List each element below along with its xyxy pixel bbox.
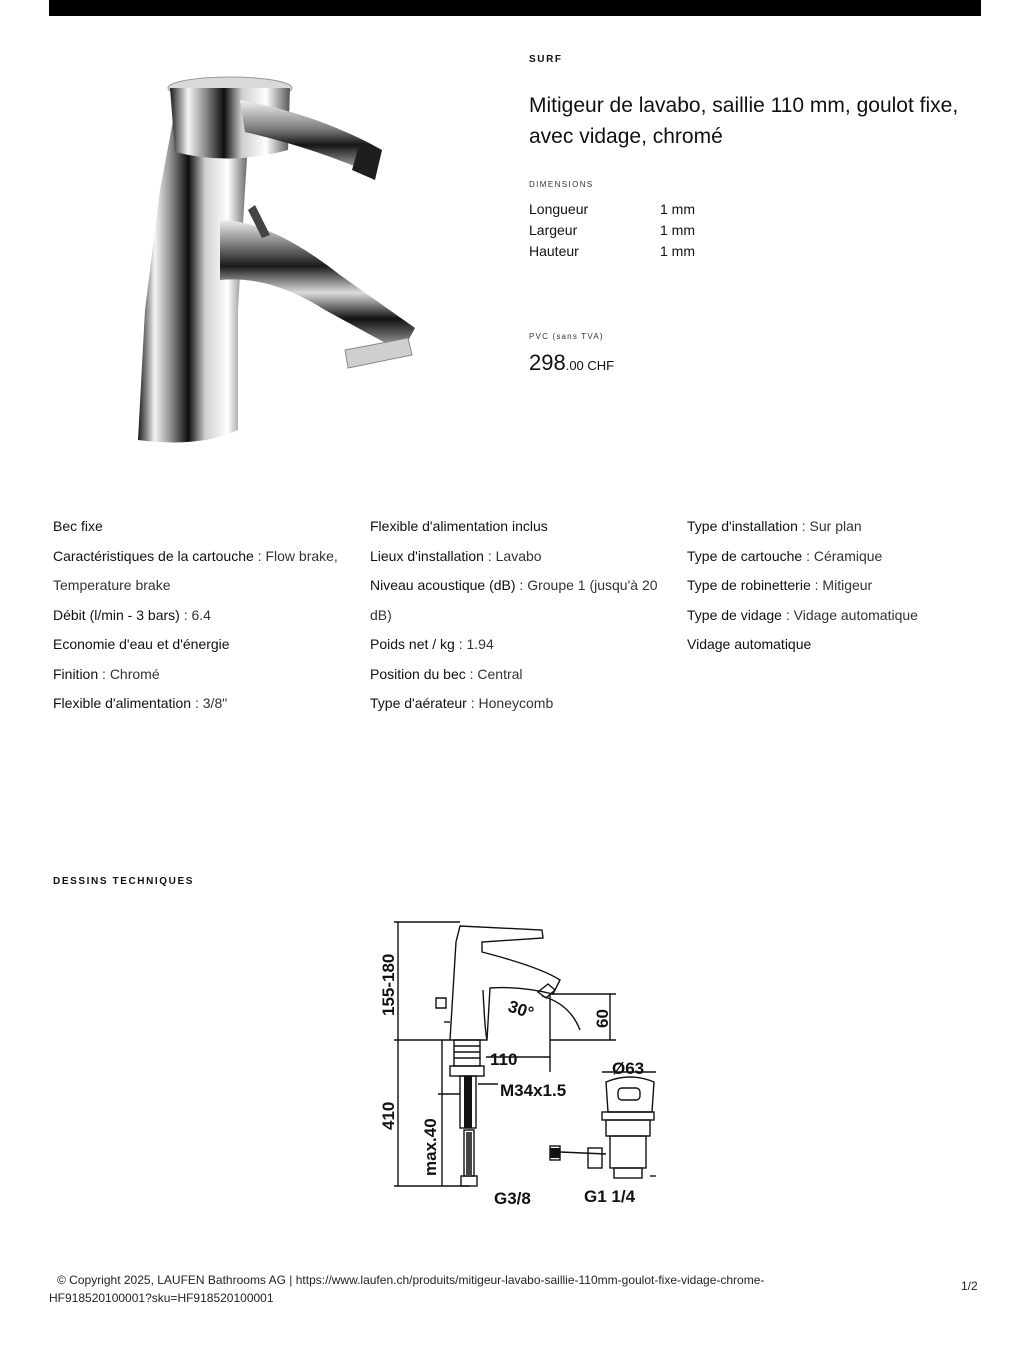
dimension-row-width <box>529 219 695 240</box>
feature-item <box>687 542 987 572</box>
top-bar <box>49 0 981 16</box>
feature-separator: : <box>179 606 192 623</box>
feature-label: Bec fixe <box>53 518 103 534</box>
feature-item <box>687 512 987 542</box>
feature-item <box>370 542 670 572</box>
feature-label: Vidage automatique <box>687 636 812 652</box>
dim-label-thread: M34x1.5 <box>500 1081 567 1100</box>
dim-label-depth: 410 <box>379 1101 398 1130</box>
footer-copyright: © Copyright 2025, LAUFEN Bathrooms AG | https://www.laufen.ch/produits/mitigeur-lavabo-saillie-110mm-goulot-fixe-vidage-chrome-HF918520100001?sku=HF918520100001 <box>49 1273 765 1305</box>
feature-value: Flow brake, Temperature brake <box>53 547 338 593</box>
feature-value: Honeycomb <box>478 695 554 711</box>
features-column-3 <box>687 512 987 660</box>
dim-label-angle: 30° <box>505 996 537 1023</box>
dimensions-heading: DIMENSIONS <box>529 180 594 189</box>
feature-value: 6.4 <box>191 606 211 623</box>
feature-separator: : <box>797 518 810 534</box>
product-image <box>120 70 430 450</box>
feature-value: Sur plan <box>809 518 862 534</box>
dimension-value: 1 mm <box>660 221 695 238</box>
feature-label: Lieux d'installation <box>370 547 484 564</box>
feature-label: Position du bec <box>370 665 466 682</box>
feature-separator: : <box>454 636 467 652</box>
dimension-value: 1 mm <box>660 200 695 217</box>
dimension-row-length <box>529 198 695 219</box>
feature-separator: : <box>802 547 814 564</box>
dimension-label: Hauteur <box>529 242 579 259</box>
feature-label: Type d'aérateur <box>370 695 467 711</box>
feature-item <box>53 512 353 542</box>
feature-separator: : <box>515 577 528 593</box>
feature-label: Type de cartouche <box>687 547 803 564</box>
feature-value: Lavabo <box>495 547 542 564</box>
dimension-row-height <box>529 240 695 261</box>
price-integer: 298 <box>529 350 566 375</box>
feature-label: Flexible d'alimentation inclus <box>370 518 548 534</box>
feature-item <box>370 571 670 630</box>
feature-value: Vidage automatique <box>793 606 918 623</box>
dim-label-waste-diameter: Ø63 <box>612 1059 645 1078</box>
feature-item <box>53 689 353 719</box>
feature-item <box>687 571 987 601</box>
feature-label: Type de robinetterie <box>687 577 811 593</box>
feature-item <box>370 512 670 542</box>
dim-label-projection: 110 <box>490 1050 518 1069</box>
feature-label: Flexible d'alimentation <box>53 695 192 711</box>
technical-drawings-heading: DESSINS TECHNIQUES <box>53 876 195 887</box>
price <box>529 350 614 376</box>
dim-label-hose-thread: G3/8 <box>494 1189 531 1208</box>
feature-separator: : <box>781 606 794 623</box>
dimension-label: Largeur <box>529 221 578 238</box>
feature-item <box>53 630 353 660</box>
feature-item <box>687 630 987 660</box>
feature-item <box>370 630 670 660</box>
feature-label: Niveau acoustique (dB) <box>370 577 516 593</box>
feature-item <box>53 601 353 631</box>
feature-separator: : <box>253 547 266 564</box>
feature-item <box>370 689 670 719</box>
feature-label: Poids net / kg <box>370 636 455 652</box>
feature-value: Chromé <box>109 665 160 682</box>
features-column-2 <box>370 512 670 719</box>
dimension-value: 1 mm <box>660 242 695 259</box>
dim-label-height-range: 155-180 <box>379 953 398 1016</box>
feature-value: Mitigeur <box>822 577 873 593</box>
feature-separator: : <box>466 695 479 711</box>
feature-separator: : <box>483 547 496 564</box>
dim-label-waste-thread: G1 1/4 <box>584 1187 636 1206</box>
price-decimal: .00 <box>565 358 584 373</box>
dim-label-max: max.40 <box>421 1118 440 1176</box>
price-heading: PVC (sans TVA) <box>529 332 604 341</box>
feature-item <box>687 601 987 631</box>
feature-value: Central <box>477 665 523 682</box>
dimensions-table <box>529 198 695 261</box>
technical-drawing <box>370 912 670 1212</box>
feature-value: 3/8" <box>202 695 228 711</box>
feature-label: Type d'installation <box>687 518 798 534</box>
feature-label: Economie d'eau et d'énergie <box>53 636 230 652</box>
feature-value: Groupe 1 (jusqu'à 20 dB) <box>370 577 658 623</box>
feature-separator: : <box>465 665 478 682</box>
feature-separator: : <box>810 577 823 593</box>
price-currency: CHF <box>583 358 615 373</box>
feature-label: Finition <box>53 665 99 682</box>
dim-label-spout-height: 60 <box>593 1009 612 1028</box>
dimension-label: Longueur <box>529 200 589 217</box>
feature-value: Céramique <box>813 547 883 564</box>
features-column-1 <box>53 512 353 719</box>
feature-label: Débit (l/min - 3 bars) <box>53 606 180 623</box>
feature-value: 1.94 <box>466 636 494 652</box>
feature-separator: : <box>98 665 110 682</box>
feature-item <box>370 660 670 690</box>
feature-item <box>53 660 353 690</box>
feature-item <box>53 542 353 601</box>
feature-label: Type de vidage <box>687 606 782 623</box>
feature-separator: : <box>191 695 203 711</box>
page-number: 1/2 <box>961 1279 978 1293</box>
feature-label: Caractéristiques de la cartouche <box>53 547 254 564</box>
product-title: Mitigeur de lavabo, saillie 110 mm, goulot fixe, avec vidage, chromé <box>529 94 959 148</box>
brand-name: SURF <box>529 54 563 65</box>
